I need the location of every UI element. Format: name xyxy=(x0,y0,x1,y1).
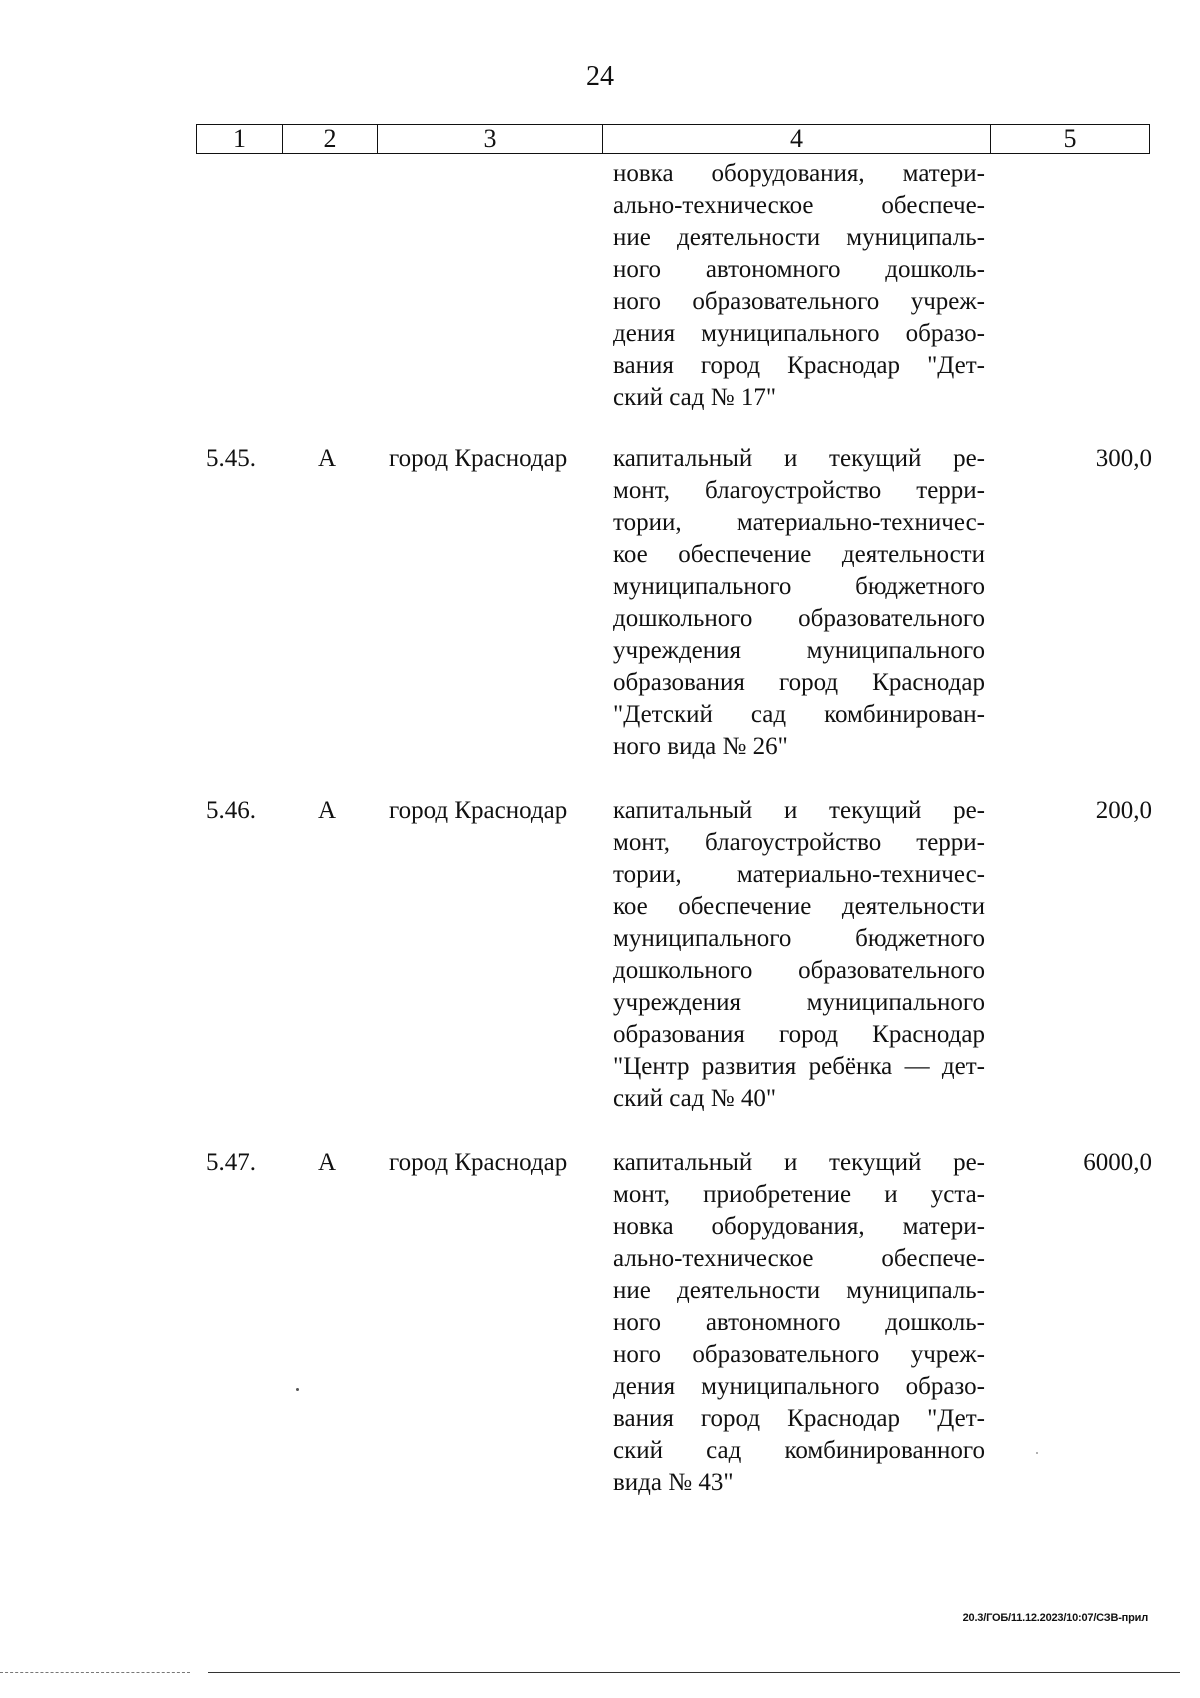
row-category: А xyxy=(318,1149,337,1176)
row-description xyxy=(613,443,985,763)
desc-line: вания город Краснодар "Дет- xyxy=(613,352,985,379)
scan-speck xyxy=(296,1388,299,1391)
desc-line: новка оборудования, матери- xyxy=(613,160,985,187)
desc-line: капитальный и текущий ре- xyxy=(613,797,985,824)
scan-speck xyxy=(1036,1452,1038,1454)
row-city: город Краснодар xyxy=(389,445,568,472)
desc-line: ного образовательного учреж- xyxy=(613,1341,985,1368)
desc-line: образования город Краснодар xyxy=(613,669,985,696)
desc-line: учреждения муниципального xyxy=(613,989,985,1016)
desc-line: ние деятельности муниципаль- xyxy=(613,224,985,251)
table-header xyxy=(196,124,1150,154)
desc-line: вания город Краснодар "Дет- xyxy=(613,1405,985,1432)
row-description xyxy=(613,1147,985,1499)
desc-line: дения муниципального образо- xyxy=(613,1373,985,1400)
desc-line: ский сад № 17" xyxy=(613,384,777,411)
row-category: А xyxy=(318,797,337,824)
row-amount: 200,0 xyxy=(1095,797,1152,824)
row-city: город Краснодар xyxy=(389,797,568,824)
desc-line: "Детский сад комбинирован- xyxy=(613,701,985,728)
header-col-2: 2 xyxy=(283,125,378,153)
desc-line: ально-техническое обеспече- xyxy=(613,1245,985,1272)
scan-edge-line xyxy=(0,1672,190,1673)
desc-line: новка оборудования, матери- xyxy=(613,1213,985,1240)
row-number: 5.46. xyxy=(206,797,256,824)
desc-line: ние деятельности муниципаль- xyxy=(613,1277,985,1304)
desc-line: ного вида № 26" xyxy=(613,733,788,760)
row-amount: 6000,0 xyxy=(1083,1149,1152,1176)
desc-line: муниципального бюджетного xyxy=(613,925,985,952)
desc-line: дошкольного образовательного xyxy=(613,605,985,632)
row-number: 5.45. xyxy=(206,445,256,472)
row-amount: 300,0 xyxy=(1095,445,1152,472)
desc-line: ский сад № 40" xyxy=(613,1085,777,1112)
page-number: 24 xyxy=(586,61,614,92)
desc-line: монт, благоустройство терри- xyxy=(613,477,985,504)
header-col-1: 1 xyxy=(197,125,283,153)
desc-line: дошкольного образовательного xyxy=(613,957,985,984)
desc-line: ного образовательного учреж- xyxy=(613,288,985,315)
header-col-5: 5 xyxy=(1063,124,1077,153)
row-description xyxy=(613,795,985,1115)
desc-line: образования город Краснодар xyxy=(613,1021,985,1048)
desc-line: капитальный и текущий ре- xyxy=(613,445,985,472)
bottom-rule xyxy=(208,1672,1180,1673)
row-number: 5.47. xyxy=(206,1149,256,1176)
header-col-4: 4 xyxy=(603,125,991,153)
desc-line: ский сад комбинированного xyxy=(613,1437,985,1464)
row-city: город Краснодар xyxy=(389,1149,568,1176)
desc-line: дения муниципального образо- xyxy=(613,320,985,347)
desc-line: муниципального бюджетного xyxy=(613,573,985,600)
desc-line: учреждения муниципального xyxy=(613,637,985,664)
desc-line: "Центр развития ребёнка — дет- xyxy=(613,1053,985,1080)
document-registration-code: 20.3/ГОБ/11.12.2023/10:07/СЗВ-прил xyxy=(962,1612,1148,1624)
desc-line: монт, приобретение и уста- xyxy=(613,1181,985,1208)
desc-line: вида № 43" xyxy=(613,1469,734,1496)
continuation-description xyxy=(613,158,985,414)
desc-line: тории, материально-техничес- xyxy=(613,509,985,536)
desc-line: ного автономного дошколь- xyxy=(613,1309,985,1336)
desc-line: ного автономного дошколь- xyxy=(613,256,985,283)
desc-line: ально-техническое обеспече- xyxy=(613,192,985,219)
row-category: А xyxy=(318,445,337,472)
desc-line: тории, материально-техничес- xyxy=(613,861,985,888)
header-col-3: 3 xyxy=(378,125,603,153)
desc-line: монт, благоустройство терри- xyxy=(613,829,985,856)
desc-line: кое обеспечение деятельности xyxy=(613,541,985,568)
desc-line: кое обеспечение деятельности xyxy=(613,893,985,920)
desc-line: капитальный и текущий ре- xyxy=(613,1149,985,1176)
